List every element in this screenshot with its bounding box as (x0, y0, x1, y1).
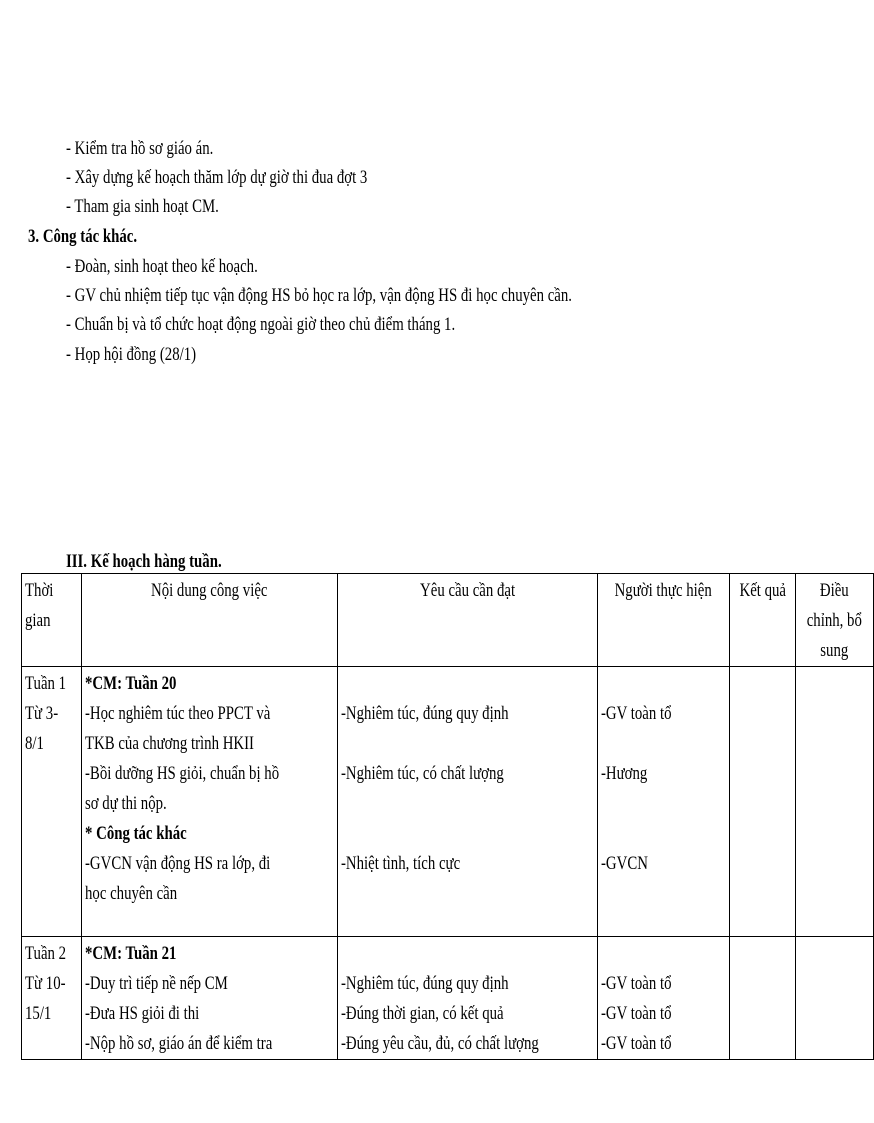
header-person: Người thực hiện (598, 574, 730, 667)
week2-adjust (796, 937, 874, 1060)
week2-content: *CM: Tuần 21 -Duy trì tiếp nề nếp CM -Đưa HS giỏi đi thi -Nộp hồ sơ, giáo án để kiểm tra (81, 937, 337, 1060)
header-adjust: Điều chỉnh, bổ sung (796, 574, 874, 667)
table-row (22, 667, 874, 937)
week1-content: *CM: Tuần 20 -Học nghiêm túc theo PPCT và TKB của chương trình HKII -Bồi dưỡng HS giỏi, chuẩn bị hồ sơ dự thi nộp. * Công tác khác -GVCN vận động HS ra lớp, đi học chuyên cần (81, 667, 337, 937)
header-content: Nội dung công việc (81, 574, 337, 667)
week2-time: Tuần 2 Từ 10- 15/1 (22, 937, 82, 1060)
section3-heading: 3. Công tác khác. (28, 226, 138, 247)
week1-person: -GV toàn tổ -Hương -GVCN (598, 667, 730, 937)
week1-time: Tuần 1 Từ 3- 8/1 (22, 667, 82, 937)
section3-item: - GV chủ nhiệm tiếp tục vận động HS bỏ học ra lớp, vận động HS đi học chuyên cần. (66, 285, 573, 306)
week2-person: -GV toàn tổ -GV toàn tổ -GV toàn tổ (598, 937, 730, 1060)
section3-item: - Chuẩn bị và tổ chức hoạt động ngoài giờ theo chủ điểm tháng 1. (66, 314, 456, 335)
week1-requirement: -Nghiêm túc, đúng quy định -Nghiêm túc, có chất lượng -Nhiệt tình, tích cực (337, 667, 598, 937)
week2-result (729, 937, 796, 1060)
table-header-row (22, 574, 874, 667)
section3-item: - Đoàn, sinh hoạt theo kế hoạch. (66, 256, 258, 277)
section3-item: - Họp hội đồng (28/1) (66, 344, 197, 365)
section2-item: - Kiểm tra hồ sơ giáo án. (66, 138, 214, 159)
header-requirement: Yêu cầu cần đạt (337, 574, 598, 667)
header-time: Thời gian (22, 574, 82, 667)
weekly-plan-table (21, 573, 874, 1060)
week2-requirement: -Nghiêm túc, đúng quy định -Đúng thời gian, có kết quả -Đúng yêu cầu, đủ, có chất lượng (337, 937, 598, 1060)
section2-item: - Tham gia sinh hoạt CM. (66, 196, 219, 217)
week1-result (729, 667, 796, 937)
header-result: Kết quả (729, 574, 796, 667)
section2-item: - Xây dựng kế hoạch thăm lớp dự giờ thi đua đợt 3 (66, 167, 368, 188)
section-iii-title: III. Kế hoạch hàng tuần. (66, 551, 222, 572)
table-row (22, 937, 874, 1060)
week1-adjust (796, 667, 874, 937)
